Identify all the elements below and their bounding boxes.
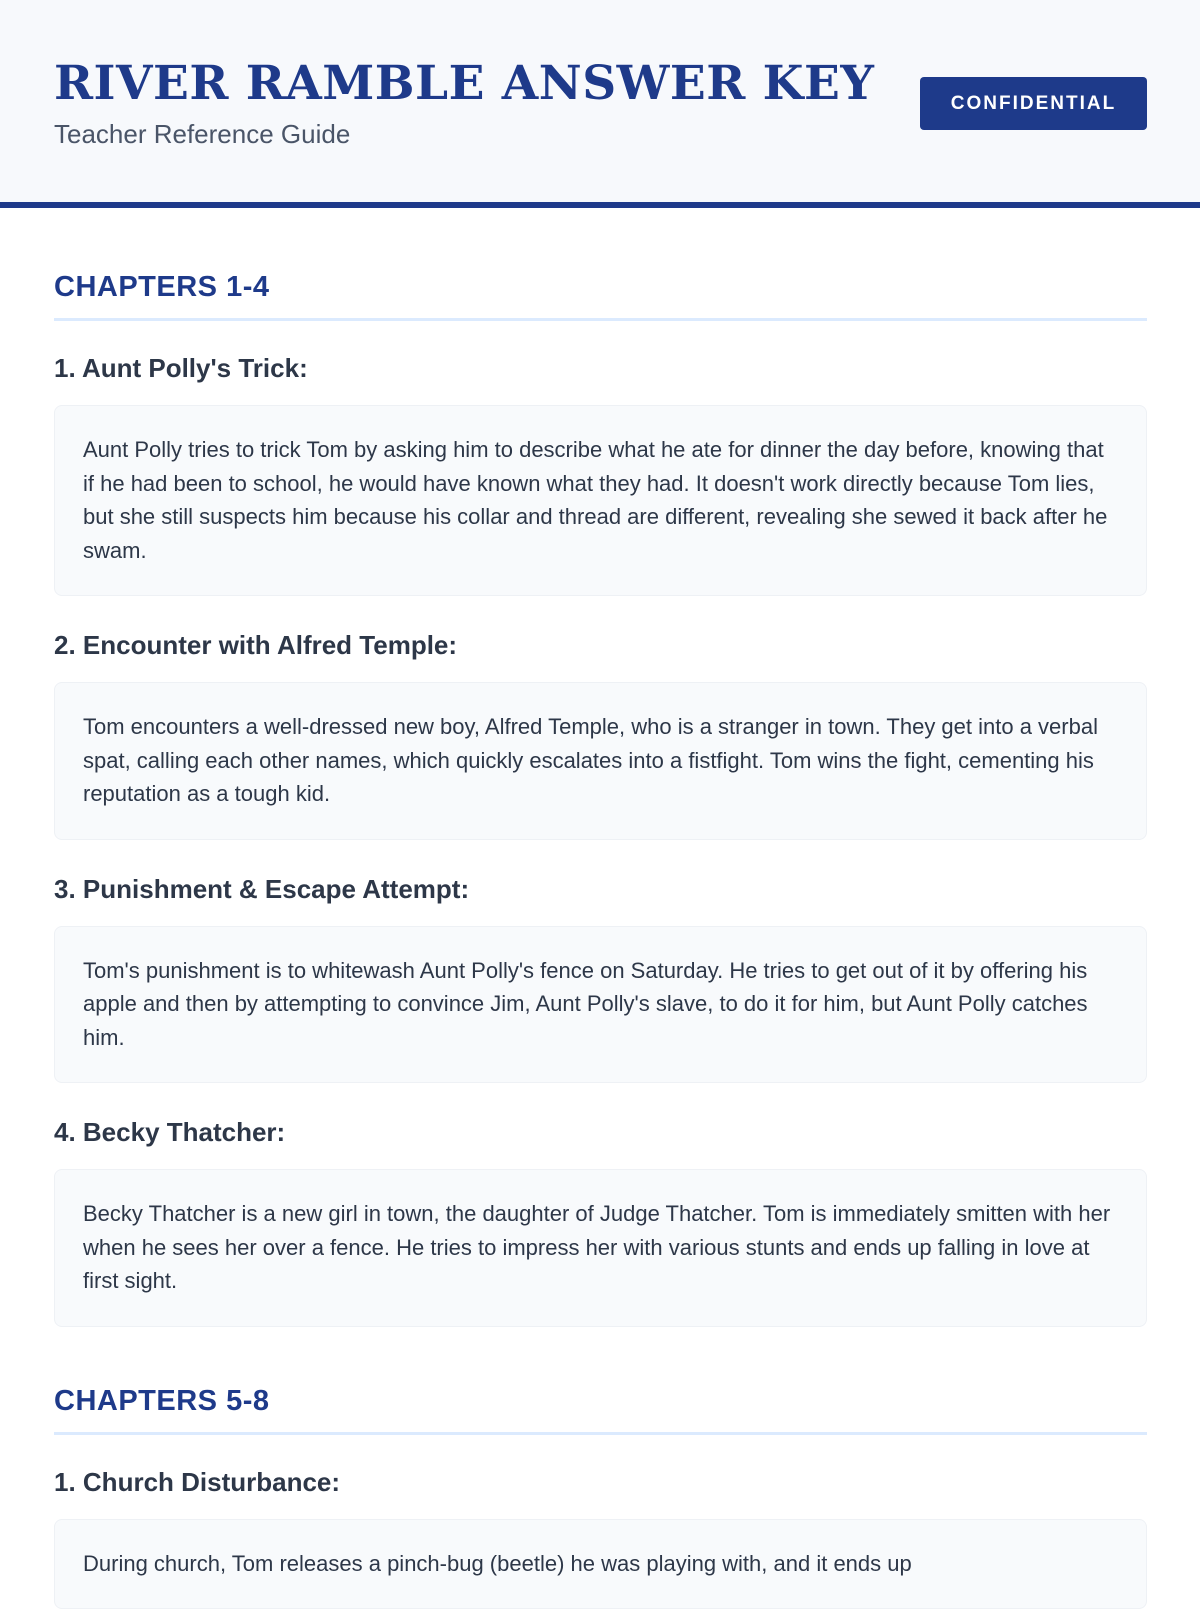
- confidential-badge: CONFIDENTIAL: [920, 77, 1147, 130]
- question-title: 1. Church Disturbance:: [54, 1465, 1147, 1499]
- page-title: RIVER RAMBLE ANSWER KEY: [54, 54, 874, 114]
- question-item: [54, 351, 1147, 596]
- answer-box: [54, 1519, 1147, 1609]
- question-item: [54, 872, 1147, 1084]
- answer-text: Tom encounters a well-dressed new boy, Alfred Temple, who is a stranger in town. They get into a verbal spat, calling each other names, which quickly escalates into a fistfight. Tom wins the fight, cementing his reputation as a tough kid.: [83, 710, 1118, 811]
- answer-box: [54, 405, 1147, 596]
- chapter-section-1-4: [54, 268, 1147, 1327]
- question-title: 2. Encounter with Alfred Temple:: [54, 628, 1147, 662]
- question-item: [54, 628, 1147, 840]
- question-title: 3. Punishment & Escape Attempt:: [54, 872, 1147, 906]
- chapter-title: CHAPTERS 5-8: [54, 1382, 1147, 1435]
- question-item: [54, 1465, 1147, 1609]
- page-subtitle: Teacher Reference Guide: [54, 116, 350, 152]
- answer-text: Aunt Polly tries to trick Tom by asking him to describe what he ate for dinner the day before, knowing that if he had been to school, he would have known what they had. It doesn't work directly because Tom lies, but she still suspects him because his collar and thread are different, revealing she sewed it back after he swam.: [83, 433, 1118, 567]
- answer-box: [54, 1169, 1147, 1327]
- chapter-title: CHAPTERS 1-4: [54, 268, 1147, 321]
- question-item: [54, 1115, 1147, 1327]
- answer-key-content: [54, 208, 1147, 1609]
- question-title: 4. Becky Thatcher:: [54, 1115, 1147, 1149]
- answer-box: [54, 926, 1147, 1084]
- chapter-section-5-8: [54, 1382, 1147, 1609]
- answer-text: Becky Thatcher is a new girl in town, the daughter of Judge Thatcher. Tom is immediately smitten with her when he sees her over a fence. He tries to impress her with various stunts and ends up falling in love at first sight.: [83, 1197, 1118, 1298]
- answer-text: During church, Tom releases a pinch-bug (beetle) he was playing with, and it ends up: [83, 1547, 1118, 1581]
- answer-box: [54, 682, 1147, 840]
- answer-text: Tom's punishment is to whitewash Aunt Polly's fence on Saturday. He tries to get out of it by offering his apple and then by attempting to convince Jim, Aunt Polly's slave, to do it for him, but Aunt Polly catches him.: [83, 954, 1118, 1055]
- question-title: 1. Aunt Polly's Trick:: [54, 351, 1147, 385]
- page-header: [0, 0, 1200, 208]
